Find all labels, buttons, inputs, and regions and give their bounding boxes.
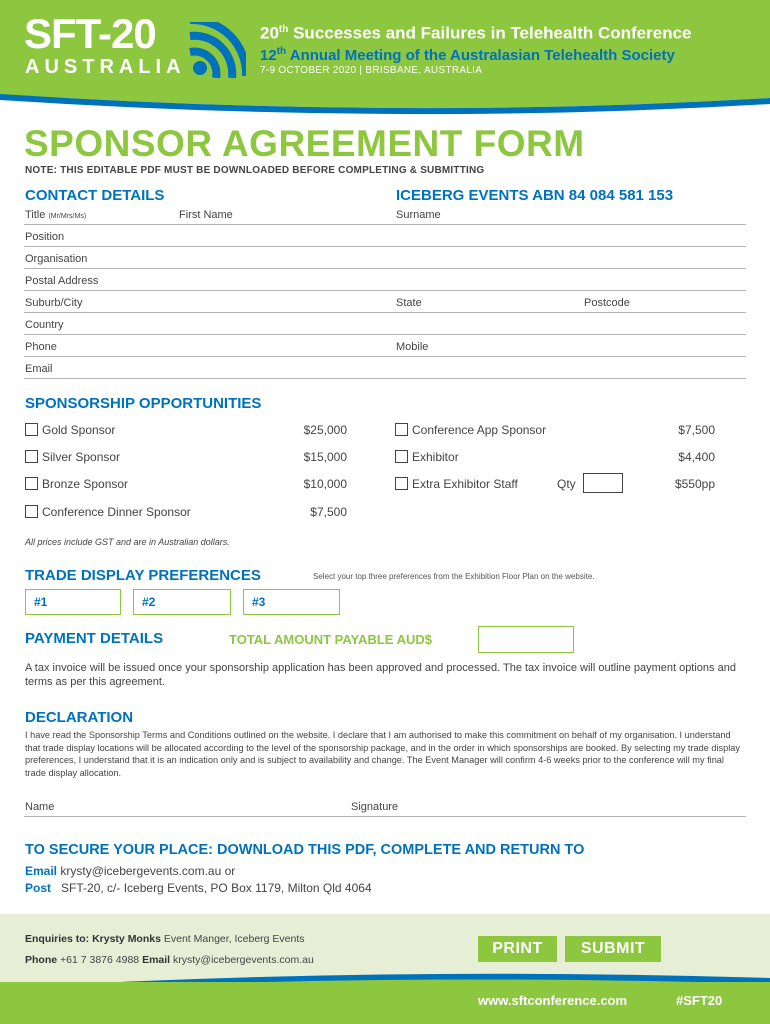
- price-gold: $25,000: [303, 423, 347, 437]
- postal-address-field[interactable]: Postal Address: [25, 275, 99, 287]
- print-button[interactable]: PRINT: [478, 936, 557, 962]
- divider: [24, 378, 746, 379]
- declaration-text: I have read the Sponsorship Terms and Conditions outlined on the website. I declare that I am authorised to make this commitment on behalf of my organisation. I understand that trade display locations will be allocated according to the level of the sponsorship package, and in the order in which sponsorships are booked. By selecting my trade display preferences, I understand that it is an indication only and is subject to availability and change. The Event Manager will confirm 4-6 weeks prior to the conference will my final trade display allocation.: [25, 730, 740, 778]
- price-exhibitor: $4,400: [678, 450, 715, 464]
- divider: [24, 224, 746, 225]
- conference-title: 20th Successes and Failures in Telehealth Conference: [260, 23, 692, 43]
- return-email: Email krysty@icebergevents.com.au or: [25, 864, 236, 878]
- price-bronze: $10,000: [303, 477, 347, 491]
- abn-heading: ICEBERG EVENTS ABN 84 084 581 153: [396, 187, 674, 204]
- option-silver[interactable]: Silver Sponsor: [25, 449, 120, 465]
- option-app[interactable]: Conference App Sponsor: [395, 422, 546, 438]
- page-title: SPONSOR AGREEMENT FORM: [24, 123, 585, 164]
- header-wave: [0, 84, 770, 124]
- price-silver: $15,000: [303, 450, 347, 464]
- divider: [24, 356, 746, 357]
- logo-subtext: AUSTRALIA: [25, 56, 186, 78]
- divider: [24, 268, 746, 269]
- secure-heading: TO SECURE YOUR PLACE: DOWNLOAD THIS PDF, COMPLETE AND RETURN TO: [25, 842, 585, 858]
- declaration-heading: DECLARATION: [25, 709, 134, 726]
- option-exhibitor[interactable]: Exhibitor: [395, 449, 459, 465]
- checkbox[interactable]: [25, 477, 38, 490]
- price-dinner: $7,500: [310, 505, 347, 519]
- phone-field[interactable]: Phone: [25, 341, 57, 353]
- logo-text: SFT-20: [24, 10, 156, 57]
- option-gold[interactable]: Gold Sponsor: [25, 422, 115, 438]
- mobile-field[interactable]: Mobile: [396, 341, 429, 353]
- pref-2-input[interactable]: #2: [133, 589, 231, 615]
- enquiries-line: Enquiries to: Krysty Monks Event Manger, Iceberg Events: [25, 933, 305, 945]
- checkbox[interactable]: [25, 450, 38, 463]
- trade-note: Select your top three preferences from the Exhibition Floor Plan on the website.: [313, 572, 595, 581]
- total-label: TOTAL AMOUNT PAYABLE AUD$: [229, 632, 432, 647]
- first-name-field[interactable]: First Name: [179, 209, 233, 221]
- total-input[interactable]: [478, 626, 574, 653]
- submit-button[interactable]: SUBMIT: [565, 936, 661, 962]
- return-post: Post SFT-20, c/- Iceberg Events, PO Box 1179, Milton Qld 4064: [25, 881, 372, 895]
- checkbox[interactable]: [25, 423, 38, 436]
- position-field[interactable]: Position: [25, 231, 65, 243]
- name-field[interactable]: Name: [25, 801, 55, 813]
- website-link[interactable]: www.sftconference.com: [478, 993, 628, 1008]
- contact-heading: CONTACT DETAILS: [25, 187, 165, 204]
- payment-text: A tax invoice will be issued once your sponsorship application has been approved and processed. The tax invoice will outline payment options and terms as per this agreement.: [25, 662, 736, 688]
- sponsorship-heading: SPONSORSHIP OPPORTUNITIES: [25, 395, 262, 412]
- price-extra-staff: $550pp: [674, 477, 715, 491]
- option-extra-staff[interactable]: Extra Exhibitor Staff: [395, 476, 518, 492]
- title-field[interactable]: Title (Mr/Mrs/Ms): [25, 209, 87, 221]
- divider: [24, 246, 746, 247]
- signature-field[interactable]: Signature: [351, 801, 399, 813]
- pref-3-input[interactable]: #3: [243, 589, 340, 615]
- country-field[interactable]: Country: [25, 319, 64, 331]
- divider: [24, 290, 746, 291]
- checkbox[interactable]: [395, 450, 408, 463]
- conference-date: 7-9 OCTOBER 2020 | BRISBANE, AUSTRALIA: [260, 65, 483, 76]
- payment-heading: PAYMENT DETAILS: [25, 630, 164, 647]
- qty-label: Qty: [557, 477, 576, 491]
- option-bronze[interactable]: Bronze Sponsor: [25, 476, 128, 492]
- hashtag: #SFT20: [676, 993, 723, 1008]
- organisation-field[interactable]: Organisation: [25, 253, 88, 265]
- signal-icon: [186, 22, 246, 78]
- form-note: NOTE: THIS EDITABLE PDF MUST BE DOWNLOADED BEFORE COMPLETING & SUBMITTING: [25, 165, 485, 176]
- price-app: $7,500: [678, 423, 715, 437]
- state-field[interactable]: State: [396, 297, 422, 309]
- qty-input[interactable]: [583, 473, 623, 493]
- pref-1-input[interactable]: #1: [25, 589, 121, 615]
- divider: [24, 334, 746, 335]
- divider: [24, 816, 746, 817]
- trade-heading: TRADE DISPLAY PREFERENCES: [25, 567, 261, 584]
- conference-subtitle: 12th Annual Meeting of the Australasian Telehealth Society: [260, 46, 675, 64]
- postcode-field[interactable]: Postcode: [584, 297, 630, 309]
- option-dinner[interactable]: Conference Dinner Sponsor: [25, 504, 191, 520]
- footer-band: [0, 982, 770, 1024]
- divider: [24, 312, 746, 313]
- checkbox[interactable]: [395, 477, 408, 490]
- email-field[interactable]: Email: [25, 363, 53, 375]
- surname-field[interactable]: Surname: [396, 209, 441, 221]
- checkbox[interactable]: [25, 505, 38, 518]
- enquiries-contact: Phone +61 7 3876 4988 Email krysty@icebergevents.com.au: [25, 954, 314, 966]
- suburb-field[interactable]: Suburb/City: [25, 297, 83, 309]
- checkbox[interactable]: [395, 423, 408, 436]
- gst-note: All prices include GST and are in Australian dollars.: [25, 537, 230, 547]
